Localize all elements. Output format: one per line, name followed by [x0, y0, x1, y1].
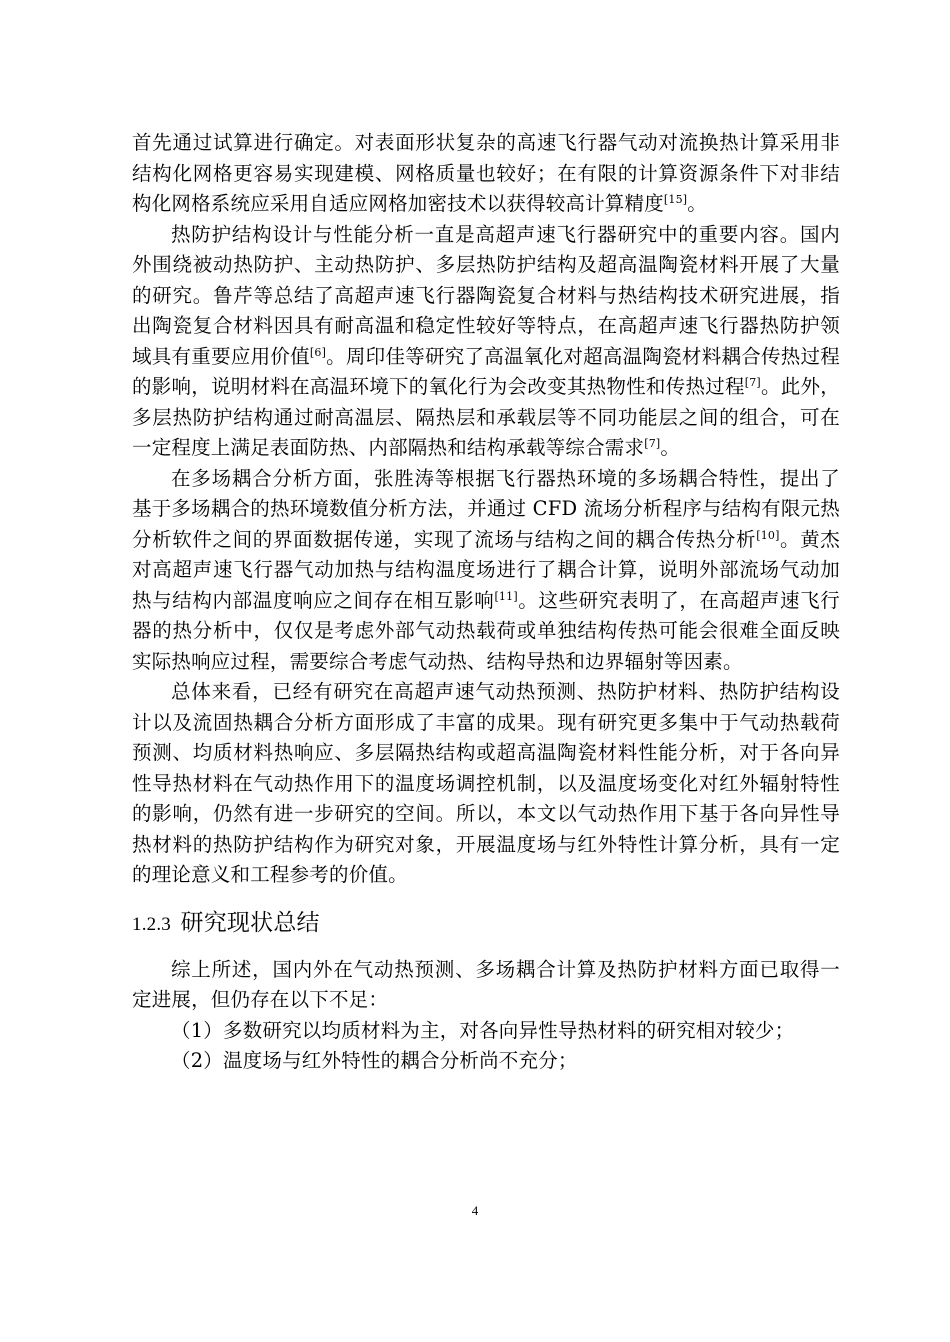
list-item-2: （2）温度场与红外特性的耦合分析尚不充分； [171, 1049, 578, 1072]
citation-7a: [7] [744, 376, 761, 389]
paragraph-1-tail: 。 [687, 192, 707, 215]
section-heading [132, 907, 840, 941]
citation-10: [10] [756, 528, 780, 542]
paragraph-1-text: 首先通过试算进行确定。对表面形状复杂的高速飞行器气动对流换热计算采用非结构化网格更容易实现建模、网格质量也较好；在有限的计算资源条件下对非结构化网格系统应采用自适应网格加密技术以获得较高计算精度 [132, 131, 840, 215]
paragraph-5: 综上所述，国内外在气动热预测、多场耦合计算及热防护材料方面已取得一定进展，但仍存在以下不足： [132, 957, 840, 1011]
citation-7b: [7] [644, 437, 661, 450]
paragraph-3-sentence-2: 。黄杰对高超声速飞行器气动加热与结构温度场进行了耦合计算，说明外部流场气动加热与结构内部温度响应之间存在相互影响 [132, 527, 840, 612]
paragraph-3 [132, 464, 840, 678]
page-number: 4 [471, 1203, 479, 1218]
citation-6: [6] [309, 345, 327, 359]
section-number: 1.2.3 [132, 913, 171, 935]
paragraph-3-sentence-1: 在多场耦合分析方面，张胜涛等根据飞行器热环境的多场耦合特性，提出了基于多场耦合的热环境数值分析方法，并通过 CFD 流场分析程序与结构有限元热分析软件之间的界面数据传递，实现了流场与结构之间的耦合传热分析 [132, 466, 840, 551]
paragraph-4: 总体来看，已经有研究在高超声速气动热预测、热防护材料、热防护结构设计以及流固热耦合分析方面形成了丰富的成果。现有研究更多集中于气动热载荷预测、均质材料热响应、多层隔热结构或超高温陶瓷材料性能分析，对于各向异性导热材料在气动热作用下的温度场调控机制，以及温度场变化对红外辐射特性的影响，仍然有进一步研究的空间。所以，本文以气动热作用下基于各向异性导热材料的热防护结构作为研究对象，开展温度场与红外特性计算分析，具有一定的理论意义和工程参考的价值。 [132, 680, 840, 886]
paragraph-2-sentence-3: 。此外，多层热防护结构通过耐高温层、隔热层和承载层等不同功能层之间的组合，可在一定程度上满足表面防热、内部隔热和结构承载等综合需求 [132, 375, 840, 459]
section-title: 研究现状总结 [180, 909, 320, 936]
paragraph-2-tail: 。 [660, 436, 681, 459]
citation-15: [15] [663, 193, 688, 206]
list-item-1: （1）多数研究以均质材料为主，对各向异性导热材料的研究相对较少； [171, 1018, 795, 1042]
body-text [132, 128, 840, 1077]
citation-11: [11] [494, 589, 518, 603]
paragraph-3-sentence-3: 。这些研究表明了，在高超声速飞行器的热分析中，仅仅是考虑外部气动热载荷或单独结构传热可能会很难全面反映实际热响应过程，需要综合考虑气动热、结构导热和边界辐射等因素。 [132, 588, 840, 673]
paragraph-2-sentence-2: 。周印佳等研究了高温氧化对超高温陶瓷材料耦合传热过程的影响，说明材料在高温环境下的氧化行为会改变其热物性和传热过程 [132, 344, 840, 398]
paragraph-2 [132, 220, 840, 464]
paragraph-2-sentence-1: 热防护结构设计与性能分析一直是高超声速飞行器研究中的重要内容。国内外围绕被动热防护、主动热防护、多层热防护结构及超高温陶瓷材料开展了大量的研究。鲁芹等总结了高超声速飞行器陶瓷复合材料与热结构技术研究进展，指出陶瓷复合材料因具有耐高温和稳定性较好等特点，在高超声速飞行器热防护领域具有重要应用价值 [132, 222, 840, 368]
paragraph-1 [132, 128, 840, 220]
